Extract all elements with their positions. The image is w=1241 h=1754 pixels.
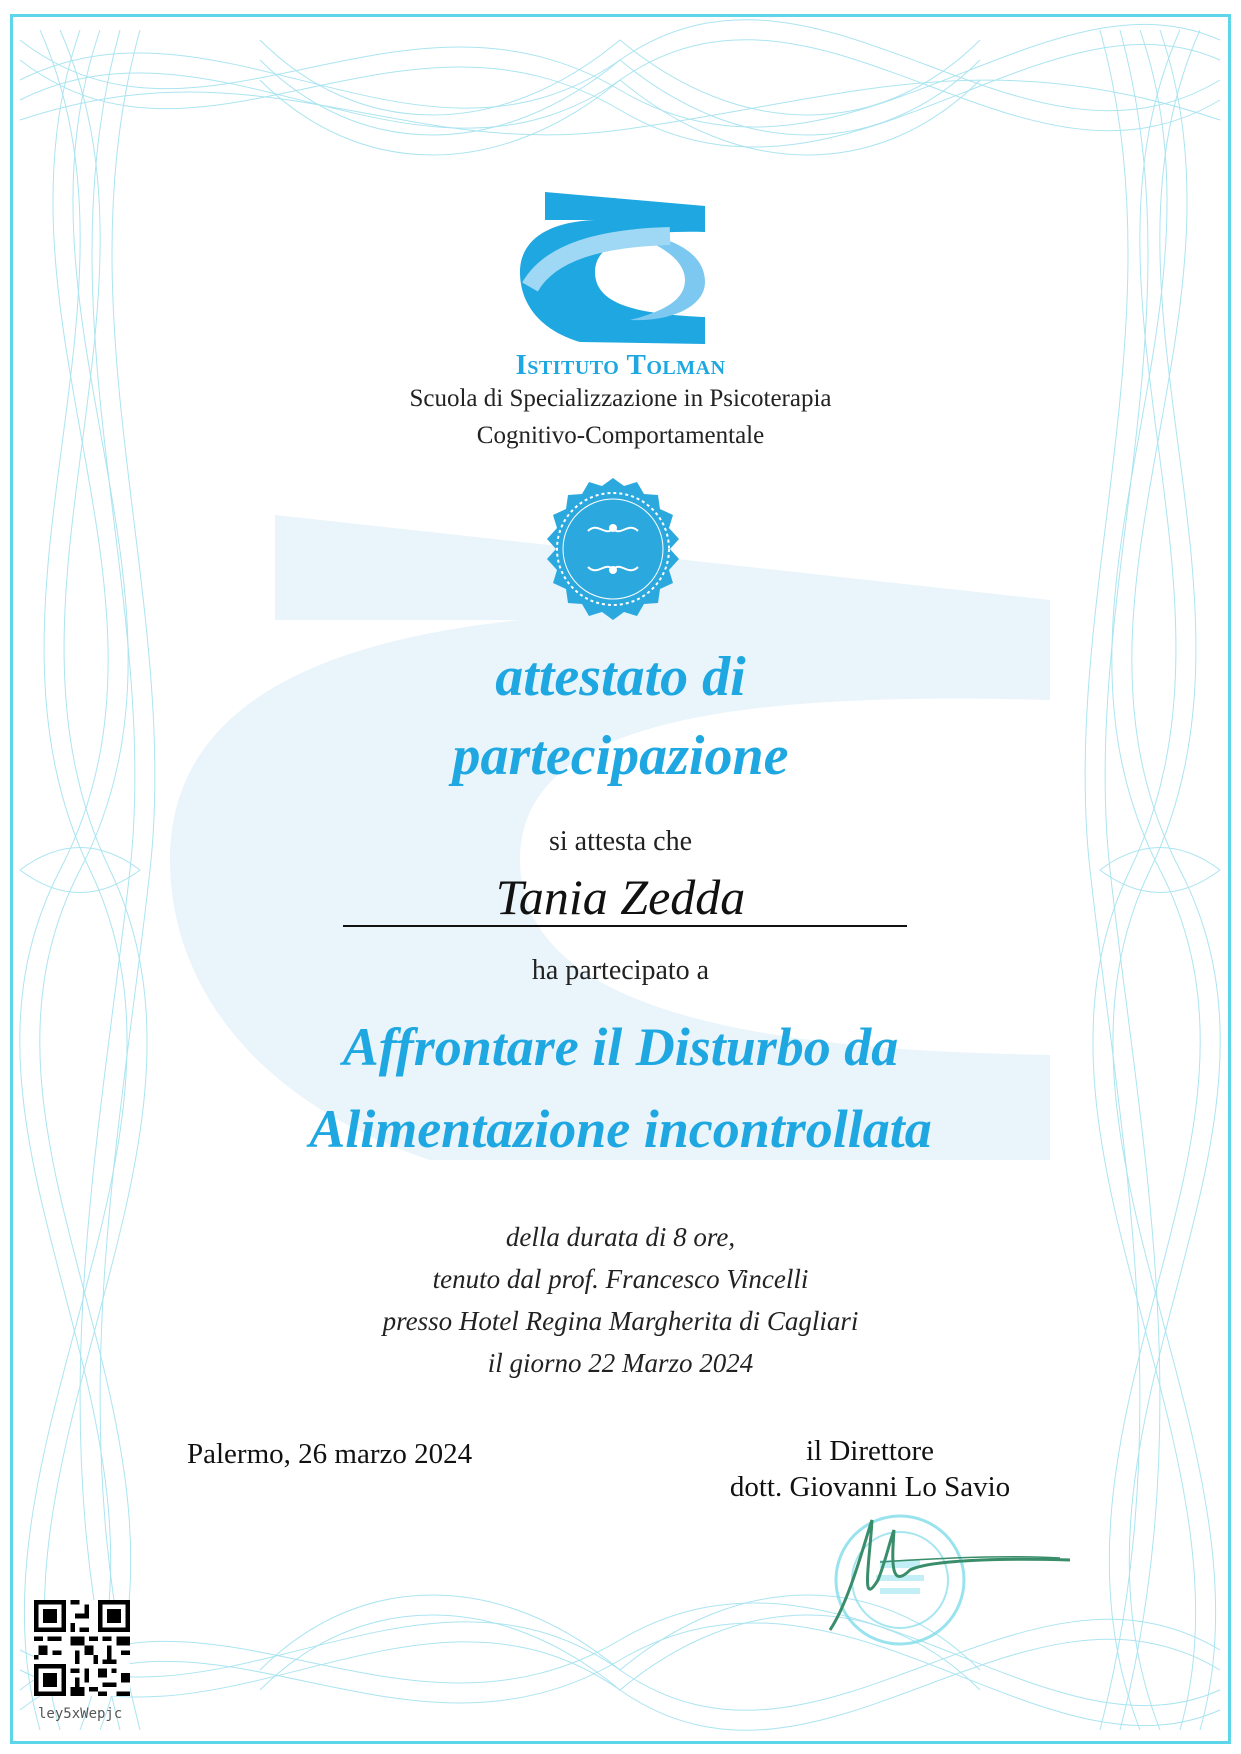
certificate-title-line1: attestato di: [495, 646, 746, 708]
ornamental-seal-icon: [540, 476, 686, 622]
place-date: Palermo, 26 marzo 2024: [187, 1438, 473, 1470]
name-underline: [343, 925, 907, 927]
qr-code-icon: [34, 1600, 130, 1696]
director-name: dott. Giovanni Lo Savio: [729, 1471, 1011, 1503]
director-signature-stamp: [820, 1500, 1080, 1650]
institute-name: Istituto Tolman: [515, 349, 726, 381]
participant-name: Tania Zedda: [495, 869, 746, 925]
school-name-line2: Cognitivo-Comportamentale: [476, 422, 765, 449]
detail-date: il giorno 22 Marzo 2024: [487, 1348, 754, 1378]
course-title-line1: Affrontare il Disturbo da: [342, 1017, 899, 1077]
detail-venue: presso Hotel Regina Margherita di Cagliari: [382, 1306, 859, 1336]
detail-teacher: tenuto dal prof. Francesco Vincelli: [432, 1264, 809, 1294]
course-title-line2: Alimentazione incontrollata: [309, 1099, 932, 1159]
attests-label: si attesta che: [548, 826, 693, 857]
director-title: il Direttore: [805, 1435, 935, 1467]
institute-logo: [520, 192, 720, 352]
verification-code: ley5xWepjc: [38, 1706, 123, 1722]
certificate-title-line2: partecipazione: [452, 725, 789, 787]
detail-duration: della durata di 8 ore,: [505, 1222, 736, 1252]
participated-label: ha partecipato a: [531, 955, 710, 986]
school-name-line1: Scuola di Specializzazione in Psicoterapia: [409, 385, 832, 412]
